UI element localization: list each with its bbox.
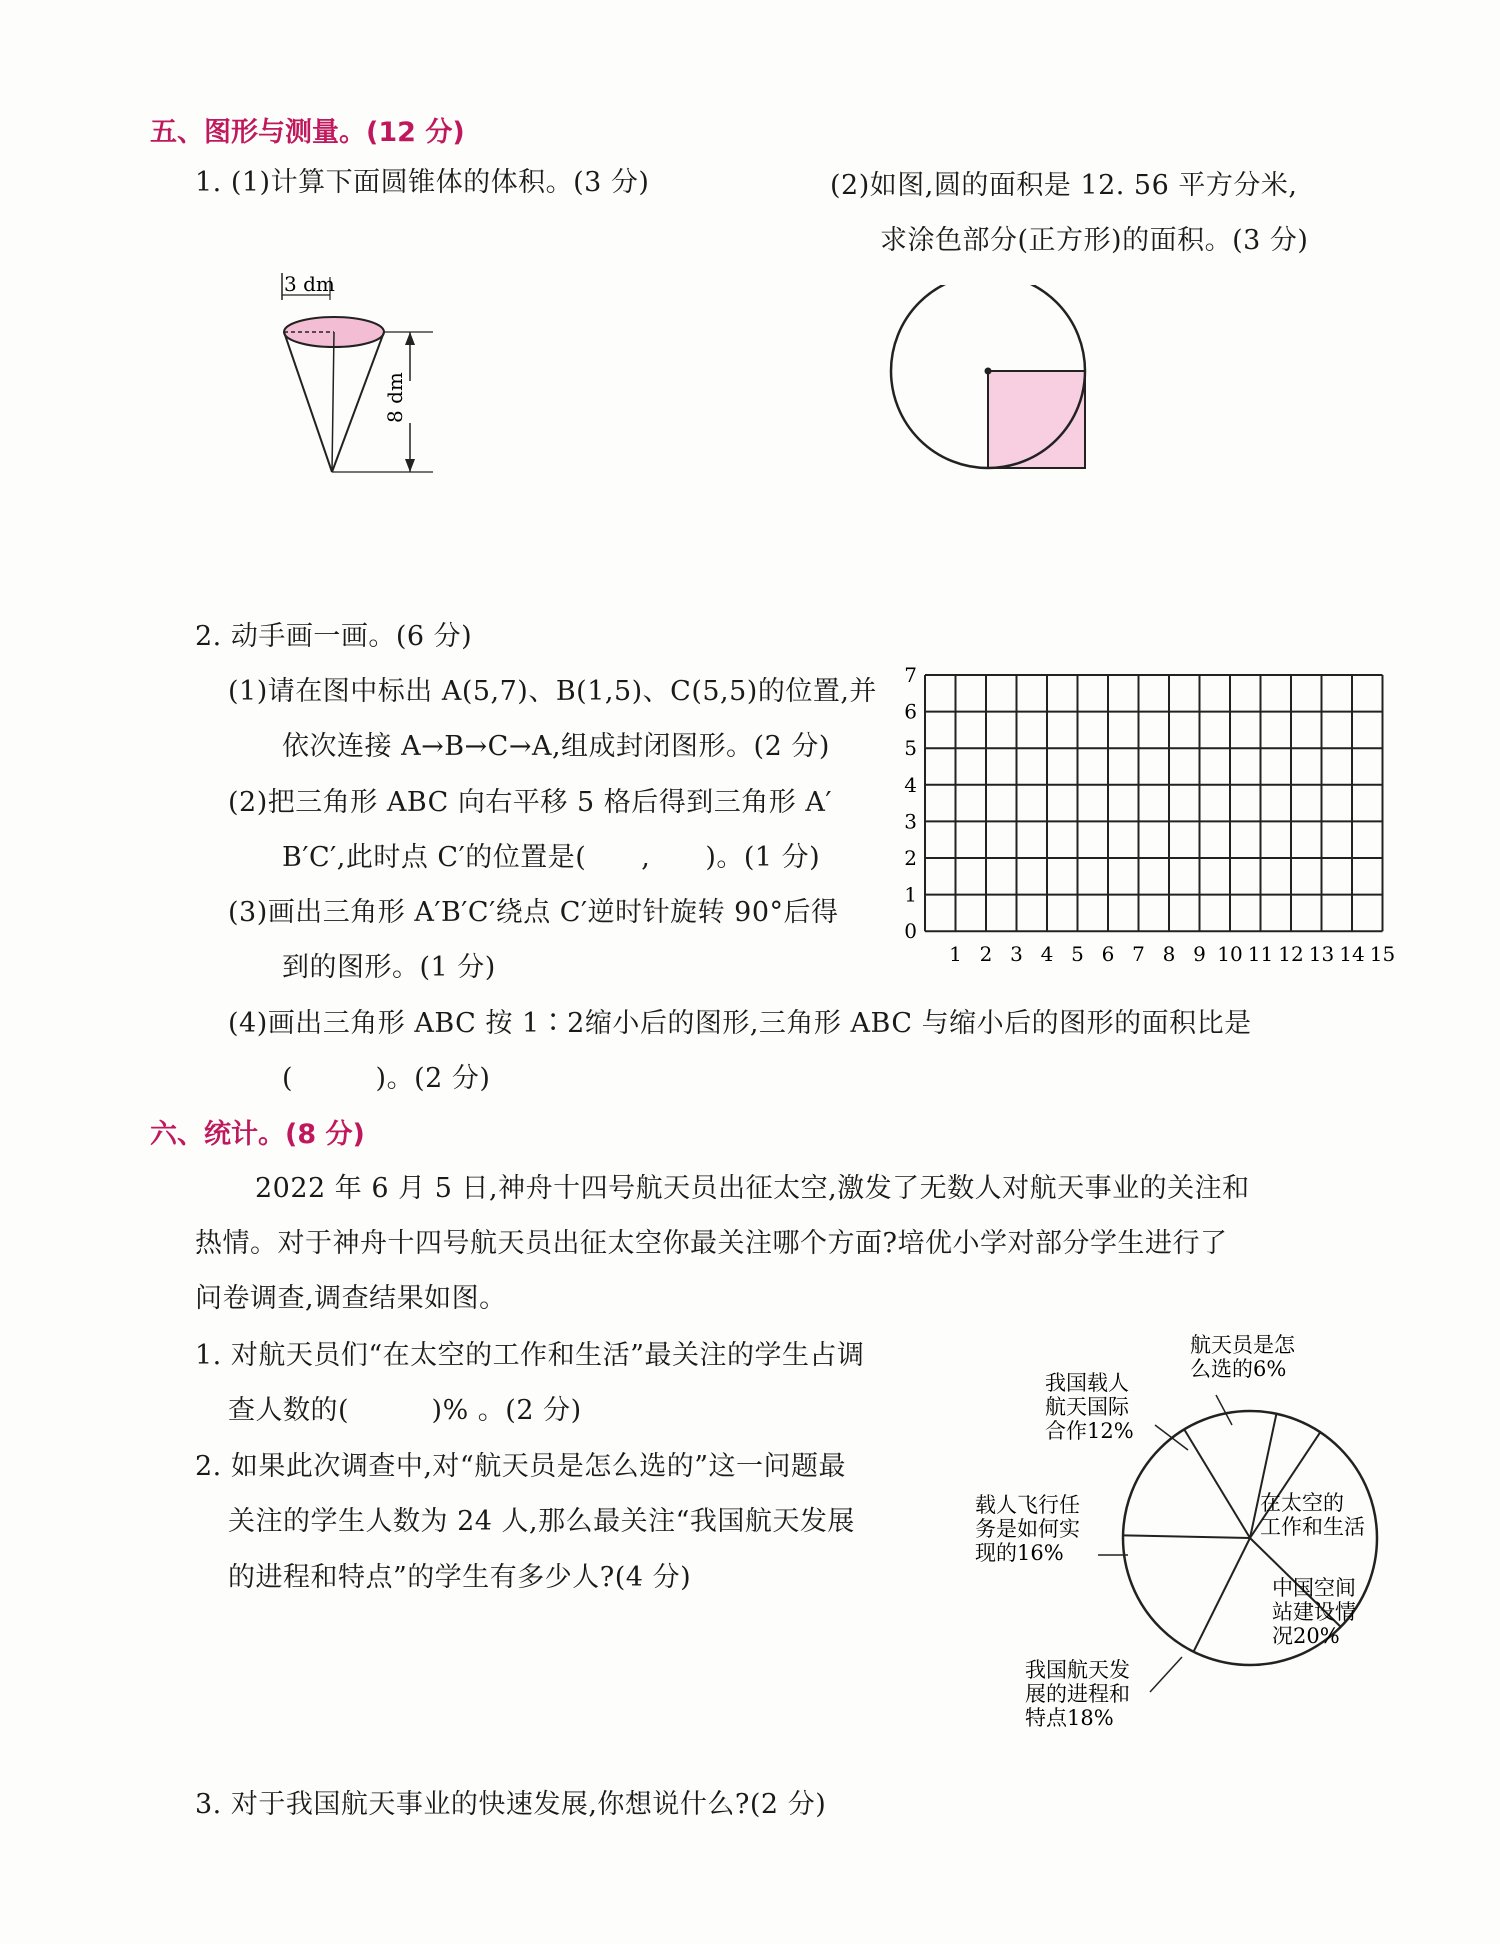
pie-label-intl: 航天国际 — [1045, 1395, 1129, 1419]
pie-label-station: 况20% — [1272, 1624, 1340, 1648]
s6-q1-line1: 1. 对航天员们“在太空的工作和生活”最关注的学生占调 — [195, 1340, 865, 1371]
grid-x-label: 11 — [1247, 942, 1274, 965]
q2-2-line2: B′C′,此时点 C′的位置是( , )。(1 分) — [282, 842, 821, 873]
coordinate-grid — [900, 660, 1400, 965]
circle-square-figure — [880, 285, 1100, 490]
grid-y-label: 5 — [904, 736, 917, 761]
grid-y-label: 2 — [904, 846, 917, 870]
pie-leader-line — [1216, 1395, 1232, 1425]
section5-heading: 五、图形与测量。(12 分) — [150, 117, 465, 148]
pie-label-progress: 展的进程和 — [1025, 1682, 1130, 1706]
s6-q2-line2: 关注的学生人数为 24 人,那么最关注“我国航天发展 — [228, 1506, 855, 1537]
grid-y-label: 7 — [904, 663, 917, 687]
grid-y-label: 3 — [904, 809, 917, 834]
grid-y-label: 0 — [904, 919, 917, 944]
grid-x-label: 12 — [1278, 942, 1304, 965]
grid-x-label: 2 — [979, 942, 993, 965]
grid-x-label: 4 — [1040, 942, 1054, 965]
pie-label-station: 中国空间 — [1272, 1576, 1356, 1600]
grid-y-label: 1 — [904, 882, 917, 907]
pie-label-mission: 务是如何实 — [975, 1517, 1080, 1541]
pie-label-station: 站建设情 — [1272, 1600, 1356, 1624]
pie-label-intl: 合作12% — [1045, 1419, 1134, 1443]
pie-label-work: 工作和生活 — [1260, 1515, 1365, 1539]
q2-1-line1: (1)请在图中标出 A(5,7)、B(1,5)、C(5,5)的位置,并 — [228, 676, 877, 707]
pie-label-mission: 现的16% — [975, 1541, 1064, 1565]
pie-label-selected: 么选的6% — [1190, 1357, 1287, 1381]
grid-x-label: 9 — [1193, 942, 1206, 965]
grid-x-label: 6 — [1101, 942, 1115, 965]
pie-label-work: 在太空的 — [1260, 1491, 1344, 1515]
s6-q2-line1: 2. 如果此次调查中,对“航天员是怎么选的”这一问题最 — [195, 1451, 847, 1482]
q1-part1-text: 1. (1)计算下面圆锥体的体积。(3 分) — [195, 167, 650, 198]
grid-x-label: 7 — [1132, 942, 1145, 965]
pie-slice-divider — [1194, 1538, 1250, 1652]
cone-figure — [270, 265, 450, 480]
s6-q2-line3: 的进程和特点”的学生有多少人?(4 分) — [228, 1562, 692, 1593]
circle-center-dot — [985, 368, 992, 375]
intro-line3: 问卷调查,调查结果如图。 — [195, 1283, 507, 1314]
q1-part2-line1: (2)如图,圆的面积是 12. 56 平方分米, — [830, 170, 1298, 201]
grid-x-label: 3 — [1010, 942, 1023, 965]
pie-label-progress: 特点18% — [1025, 1706, 1114, 1730]
q2-2-line1: (2)把三角形 ABC 向右平移 5 格后得到三角形 A′ — [228, 787, 832, 818]
q2-1-line2: 依次连接 A→B→C→A,组成封闭图形。(2 分) — [282, 731, 830, 762]
pie-chart — [960, 1320, 1380, 1740]
grid-x-label: 14 — [1339, 942, 1365, 965]
grid-x-label: 10 — [1217, 942, 1243, 965]
q1-part2-line2: 求涂色部分(正方形)的面积。(3 分) — [880, 225, 1309, 256]
intro-line1: 2022 年 6 月 5 日,神舟十四号航天员出征太空,激发了无数人对航天事业的关注和 — [255, 1173, 1250, 1204]
pie-label-selected: 航天员是怎 — [1190, 1333, 1295, 1357]
grid-x-label: 5 — [1071, 942, 1084, 965]
intro-line2: 热情。对于神舟十四号航天员出征太空你最关注哪个方面?培优小学对部分学生进行了 — [195, 1228, 1228, 1259]
cone-height-label: 8 dm — [383, 372, 407, 423]
grid-y-label: 6 — [904, 699, 917, 724]
cone-radius-label: 3 dm — [284, 272, 335, 296]
q2-title: 2. 动手画一画。(6 分) — [195, 621, 473, 652]
grid-x-label: 1 — [949, 942, 962, 965]
grid-y-label: 4 — [904, 772, 917, 797]
q2-4-line1: (4)画出三角形 ABC 按 1∶2缩小后的图形,三角形 ABC 与缩小后的图形的面积比是 — [228, 1008, 1252, 1039]
s6-q3: 3. 对于我国航天事业的快速发展,你想说什么?(2 分) — [195, 1789, 827, 1820]
q2-3-line1: (3)画出三角形 A′B′C′绕点 C′逆时针旋转 90°后得 — [228, 897, 839, 928]
shaded-square — [988, 371, 1085, 468]
grid-x-label: 13 — [1308, 942, 1335, 965]
q2-3-line2: 到的图形。(1 分) — [282, 952, 496, 983]
q2-4-line2: ( )。(2 分) — [282, 1063, 491, 1094]
pie-slice-divider — [1184, 1429, 1250, 1538]
pie-slice-divider — [1123, 1535, 1250, 1538]
pie-label-intl: 我国载人 — [1045, 1371, 1129, 1395]
section6-heading: 六、统计。(8 分) — [150, 1119, 365, 1150]
s6-q1-line2: 查人数的( )% 。(2 分) — [228, 1395, 582, 1426]
grid-x-label: 15 — [1369, 942, 1396, 965]
pie-label-progress: 我国航天发 — [1025, 1658, 1130, 1682]
pie-label-mission: 载人飞行任 — [975, 1493, 1080, 1517]
pie-leader-line — [1150, 1657, 1182, 1692]
grid-x-label: 8 — [1162, 942, 1176, 965]
